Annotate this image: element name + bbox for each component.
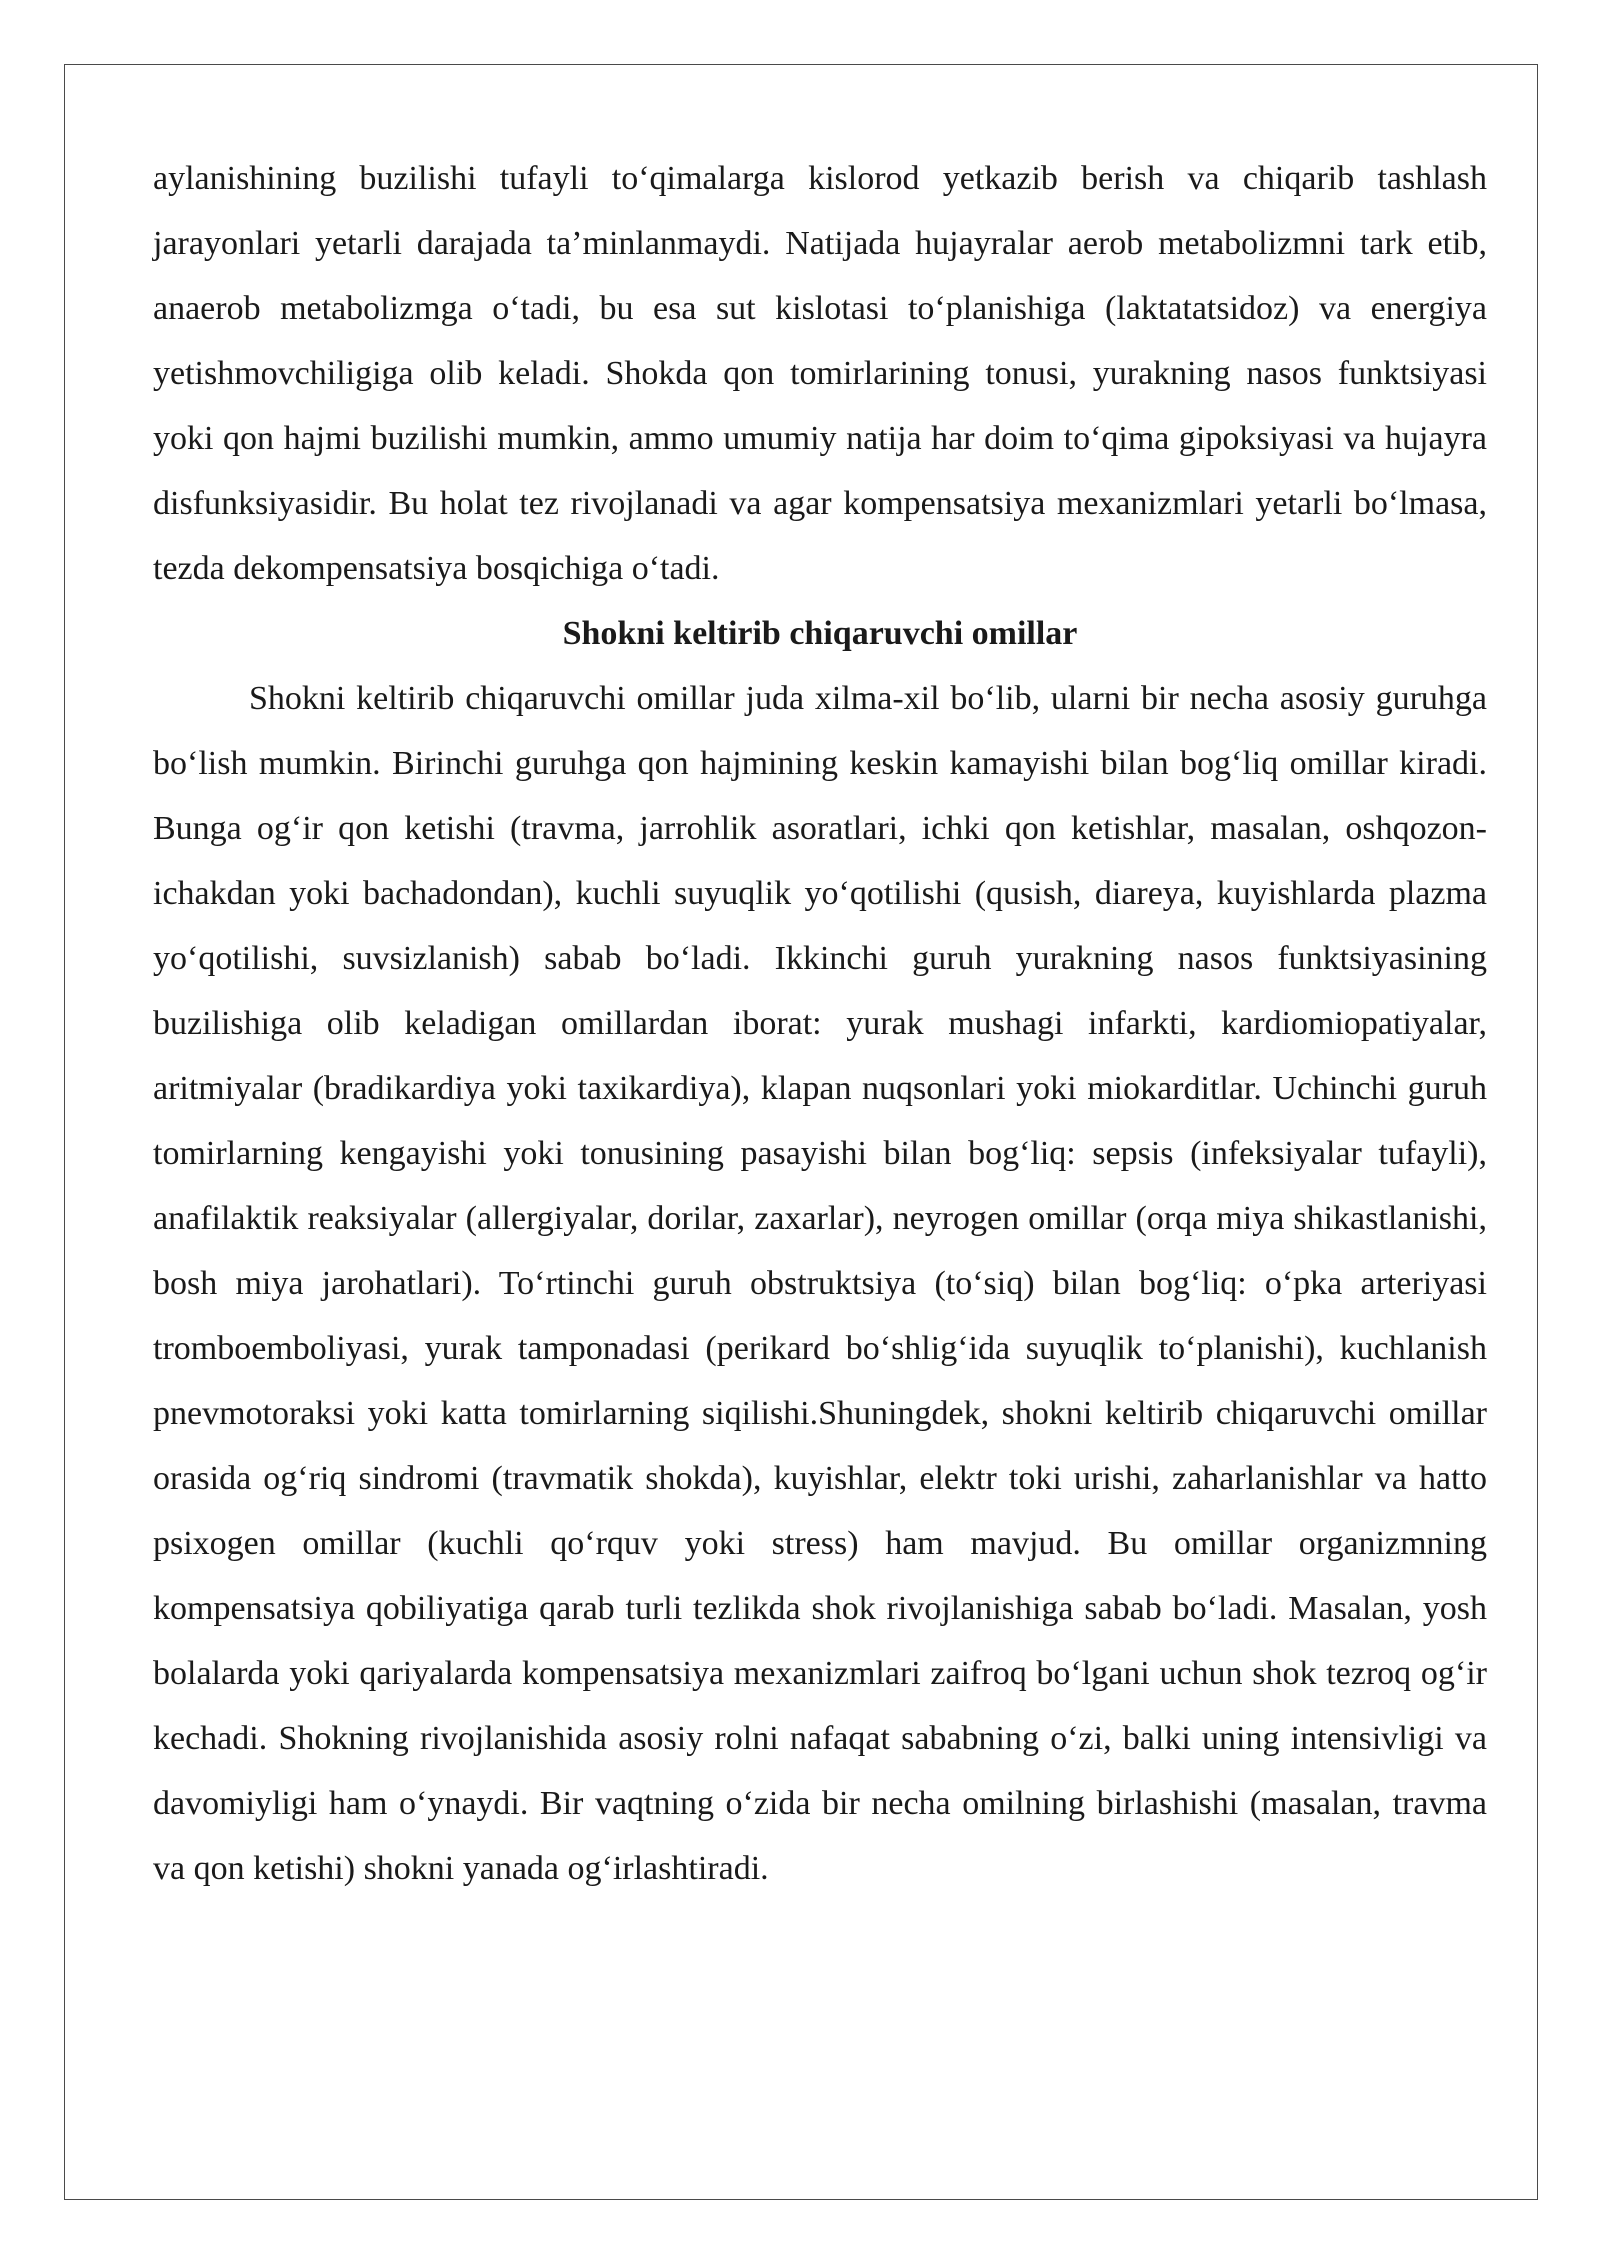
paragraph-intro: aylanishining buzilishi tufayli to‘qimalarga kislorod yetkazib berish va chiqarib tashlash jarayonlari yetarli darajada ta’minlanmaydi. Natijada hujayralar aerob metabolizmni tark etib, anaerob metabolizmga o‘tadi, bu esa sut kislotasi to‘planishiga (laktatatsidoz) va energiya yetishmovchiligiga olib keladi. Shokda qon tomirlarining tonusi, yurakning nasos funktsiyasi yoki qon hajmi buzilishi mumkin, ammo umumiy natija har doim to‘qima gipoksiyasi va hujayra disfunksiyasidir. Bu holat tez rivojlanadi va agar kompensatsiya mexanizmlari yetarli bo‘lmasa, tezda dekompensatsiya bosqichiga o‘tadi. xyxy=(153,160,1487,587)
section-heading: Shokni keltirib chiqaruvchi omillar xyxy=(562,615,1078,652)
document-body xyxy=(153,146,1487,1901)
paragraph-factors: Shokni keltirib chiqaruvchi omillar juda xilma-xil bo‘lib, ularni bir necha asosiy guruhga bo‘lish mumkin. Birinchi guruhga qon hajmining keskin kamayishi bilan bog‘liq omillar kiradi. Bunga og‘ir qon ketishi (travma, jarrohlik asoratlari, ichki qon ketishlar, masalan, oshqozon-ichakdan yoki bachadondan), kuchli suyuqlik yo‘qotilishi (qusish, diareya, kuyishlarda plazma yo‘qotilishi, suvsizlanish) sabab bo‘ladi. Ikkinchi guruh yurakning nasos funktsiyasining buzilishiga olib keladigan omillardan iborat: yurak mushagi infarkti, kardiomiopatiyalar, aritmiyalar (bradikardiya yoki taxikardiya), klapan nuqsonlari yoki miokarditlar. Uchinchi guruh tomirlarning kengayishi yoki tonusining pasayishi bilan bog‘liq: sepsis (infeksiyalar tufayli), anafilaktik reaksiyalar (allergiyalar, dorilar, zaxarlar), neyrogen omillar (orqa miya shikastlanishi, bosh miya jarohatlari). To‘rtinchi guruh obstruktsiya (to‘siq) bilan bog‘liq: o‘pka arteriyasi tromboemboliyasi, yurak tamponadasi (perikard bo‘shlig‘ida suyuqlik to‘planishi), kuchlanish pnevmotoraksi yoki katta tomirlarning siqilishi.Shuningdek, shokni keltirib chiqaruvchi omillar orasida og‘riq sindromi (travmatik shokda), kuyishlar, elektr toki urishi, zaharlanishlar va hatto psixogen omillar (kuchli qo‘rquv yoki stress) ham mavjud. Bu omillar organizmning kompensatsiya qobiliyatiga qarab turli tezlikda shok rivojlanishiga sabab bo‘ladi. Masalan, yosh bolalarda yoki qariyalarda kompensatsiya mexanizmlari zaifroq bo‘lgani uchun shok tezroq og‘ir kechadi. Shokning rivojlanishida asosiy rolni nafaqat sababning o‘zi, balki uning intensivligi va davomiyligi ham o‘ynaydi. Bir vaqtning o‘zida bir necha omilning birlashishi (masalan, travma va qon ketishi) shokni yanada og‘irlashtiradi. xyxy=(153,680,1487,1887)
